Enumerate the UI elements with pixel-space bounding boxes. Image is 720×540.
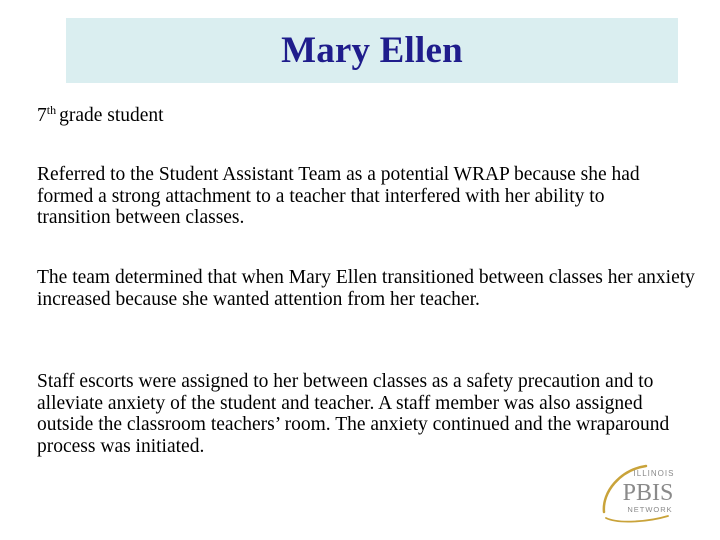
paragraph-team-determination: The team determined that when Mary Ellen transitioned between classes her anxiety increased because she wanted attention from her teacher. <box>37 267 695 310</box>
grade-text: grade student <box>59 105 164 126</box>
grade-number: 7 <box>37 105 47 126</box>
title-banner <box>66 18 678 83</box>
logo-swoosh-lower <box>606 516 668 522</box>
slide-title: Mary Ellen <box>281 30 463 71</box>
logo-bottom-text: NETWORK <box>627 505 673 514</box>
grade-suffix: th <box>46 102 57 117</box>
grade-line <box>37 102 164 127</box>
illinois-pbis-network-logo <box>598 462 688 524</box>
paragraph-referral: Referred to the Student Assistant Team as a potential WRAP because she had formed a strong attachment to a teacher that interfered with her ability to transition between classes. <box>37 164 640 228</box>
logo-top-text: ILLINOIS <box>633 469 675 478</box>
logo-main-text: PBIS <box>622 480 674 506</box>
paragraph-staff-escorts: Staff escorts were assigned to her between classes as a safety precaution and to alleviate anxiety of the student and teacher. A staff member was also assigned outside the classroom teachers’ room. The anxiety continued and the wraparound process was initiated. <box>37 371 670 457</box>
